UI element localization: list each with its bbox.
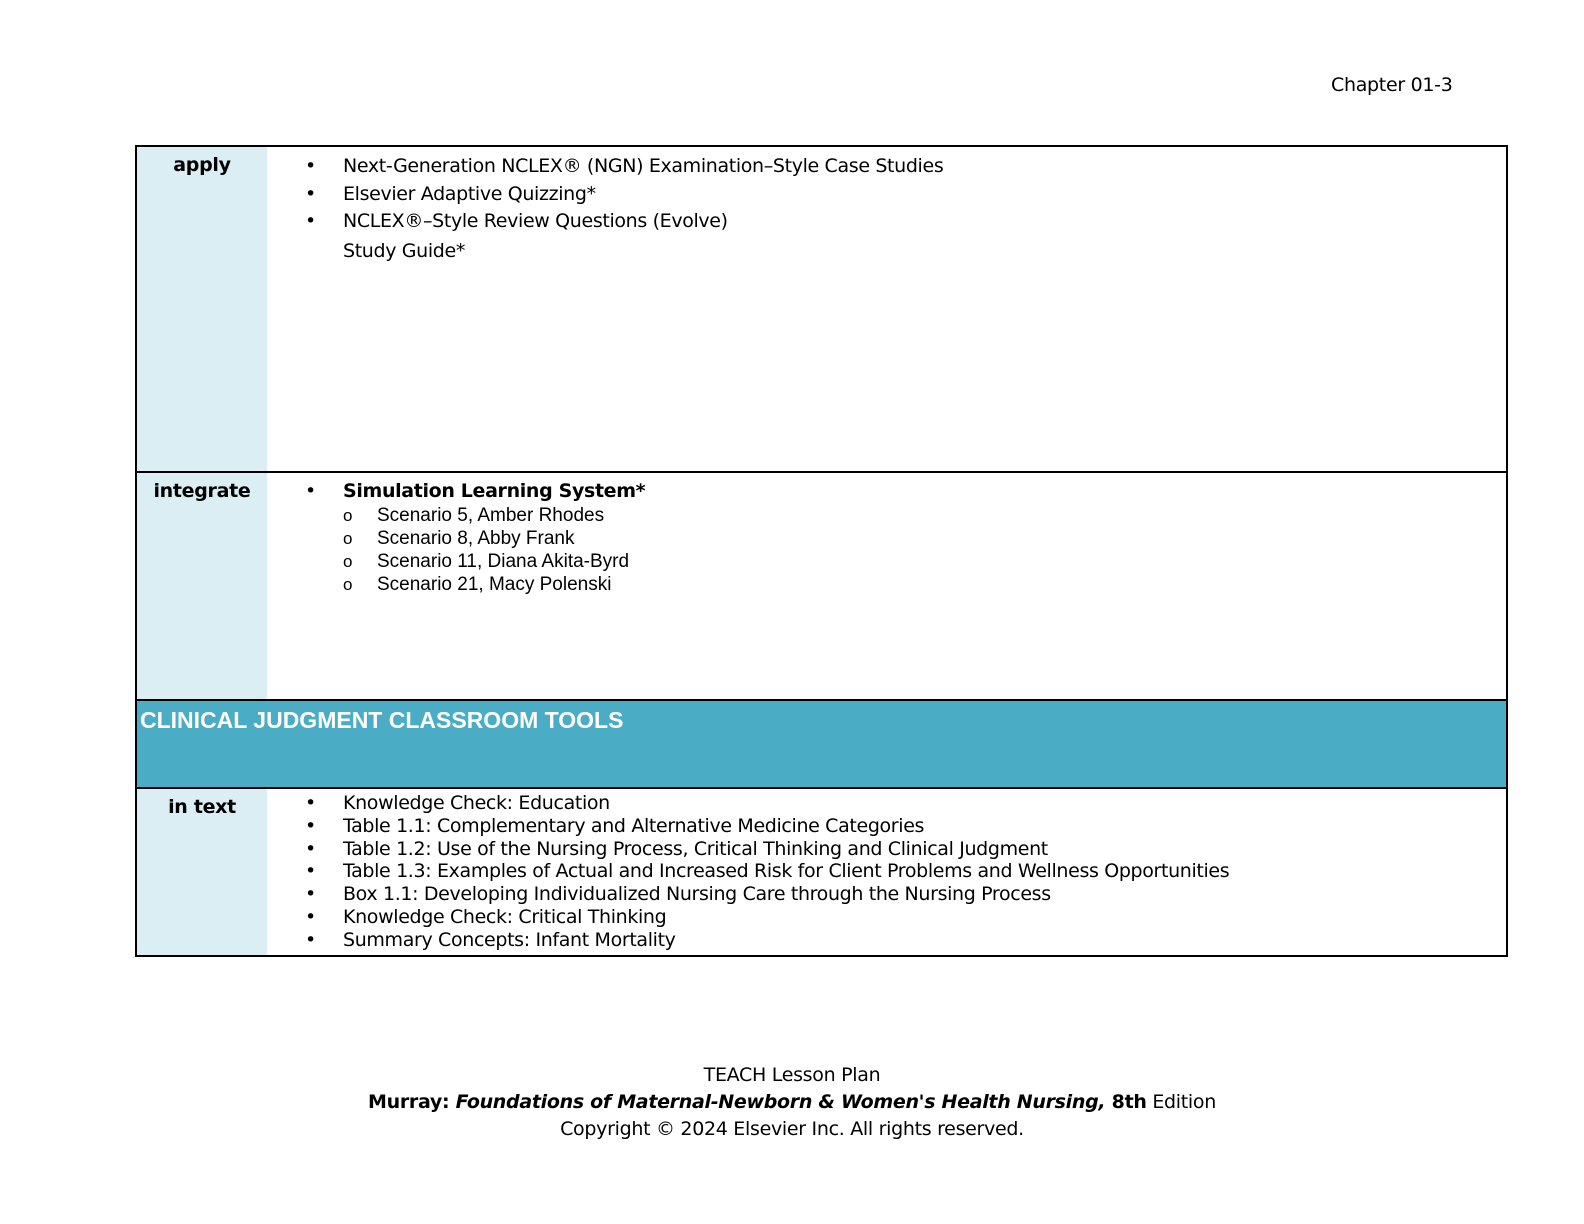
footer-edition-number: 8th [1105, 1091, 1147, 1113]
section-heading: CLINICAL JUDGMENT CLASSROOM TOOLS [140, 707, 624, 733]
page-header-chapter: Chapter 01-3 [1331, 74, 1453, 96]
list-item: • Box 1.1: Developing Individualized Nursing Care through the Nursing Process [305, 883, 1506, 906]
row-integrate [137, 471, 1506, 699]
scenario-item: o Scenario 11, Diana Akita-Byrd [305, 550, 1506, 573]
scenario-item: o Scenario 5, Amber Rhodes [305, 504, 1506, 527]
scenario-item: o Scenario 8, Abby Frank [305, 527, 1506, 550]
footer-author: Murray: [368, 1091, 456, 1113]
footer-citation [0, 1089, 1584, 1116]
footer-book-title: Foundations of Maternal-Newborn & Women's Health Nursing, [455, 1091, 1106, 1113]
row-label-apply: apply [137, 147, 267, 471]
list-item: • Knowledge Check: Critical Thinking [305, 906, 1506, 929]
list-item: • Table 1.1: Complementary and Alternative Medicine Categories [305, 815, 1506, 838]
integrate-list [305, 479, 1506, 504]
footer-copyright: Copyright © 2024 Elsevier Inc. All rights reserved. [560, 1118, 1024, 1140]
row-apply [137, 147, 1506, 471]
row-content-integrate [267, 473, 1506, 699]
in-text-list [305, 792, 1506, 952]
list-item: • Elsevier Adaptive Quizzing* [305, 181, 1506, 209]
lesson-plan-table [135, 145, 1508, 957]
row-in-text [137, 787, 1506, 955]
list-item: • Table 1.2: Use of the Nursing Process, Critical Thinking and Clinical Judgment [305, 838, 1506, 861]
section-heading-row [137, 699, 1506, 787]
row-label-integrate: integrate [137, 473, 267, 699]
row-label-in-text: in text [137, 789, 267, 955]
footer-edition-word: Edition [1146, 1091, 1216, 1113]
list-item: • Next-Generation NCLEX® (NGN) Examination–Style Case Studies [305, 153, 1506, 181]
apply-list [305, 153, 1506, 236]
list-item: • Table 1.3: Examples of Actual and Increased Risk for Client Problems and Wellness Opportunities [305, 860, 1506, 883]
footer-lesson-plan: TEACH Lesson Plan [703, 1064, 881, 1086]
apply-extra-line: Study Guide* [343, 239, 465, 262]
row-content-in-text [267, 789, 1506, 955]
page-footer [0, 1062, 1584, 1143]
simulation-system-title: Simulation Learning System* [343, 480, 646, 502]
list-item: • Summary Concepts: Infant Mortality [305, 929, 1506, 952]
scenario-item: o Scenario 21, Macy Polenski [305, 573, 1506, 596]
row-content-apply [267, 147, 1506, 471]
list-item: • NCLEX®–Style Review Questions (Evolve) [305, 208, 1506, 236]
list-item: • Knowledge Check: Education [305, 792, 1506, 815]
scenario-list [305, 504, 1506, 596]
list-item [305, 479, 1506, 504]
